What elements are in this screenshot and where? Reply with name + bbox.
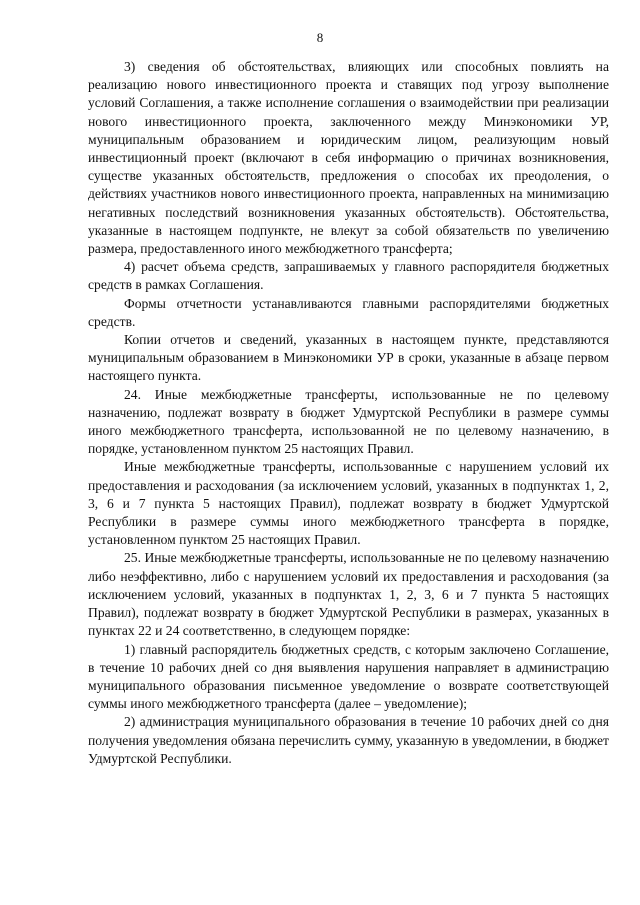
paragraph-item-25-subitem-2: 2) администрация муниципального образования в течение 10 рабочих дней со дня получения уведомления обязана перечислить сумму, указанную в уведомлении, в бюджет Удмуртской Республики. — [88, 714, 609, 766]
paragraph-subitem-4: 4) расчет объема средств, запрашиваемых у главного распорядителя бюджетных средств в рамках Соглашения. — [88, 259, 609, 293]
paragraph-item-25-subitem-1: 1) главный распорядитель бюджетных средств, с которым заключено Соглашение, в течение 10 рабочих дней со дня выявления нарушения направляет в администрацию муниципального образования письменное уведомление о возврате соответствующей суммы иного межбюджетного трансферта (далее – уведомление); — [88, 641, 609, 712]
paragraph-item-25: 25. Иные межбюджетные трансферты, использованные не по целевому назначению либо неэффективно, либо с нарушением условий их предоставления и расходования (за исключением условий, указанных в подпунктах 1, 2, 3, 6 и 7 пункта 5 настоящих Правил), подлежат возврату в бюджет Удмуртской Республики в размерах, указанных в пунктах 22 и 24 соответственно, в следующем порядке: — [88, 550, 609, 639]
paragraph-item-24: 24. Иные межбюджетные трансферты, использованные не по целевому назначению, подлежат возврату в бюджет Удмуртской Республики в размере суммы иного межбюджетного трансферта, использованной не по целевому назначению, в порядке, установленном пунктом 25 настоящих Правил. — [88, 386, 609, 457]
document-body — [88, 58, 609, 768]
paragraph-report-forms: Формы отчетности устанавливаются главными распорядителями бюджетных средств. — [88, 295, 609, 329]
paragraph-subitem-3: 3) сведения об обстоятельствах, влияющих или способных повлиять на реализацию нового инвестиционного проекта и ставящих под угрозу выполнение условий Соглашения, а также исполнение соглашения о взаимодействии при реализации нового инвестиционного проекта, заключенного между Минэкономики УР, муниципальным образованием и юридическим лицом, реализующим новый инвестиционный проект (включают в себя информацию о причинах возникновения, существе указанных обстоятельств, предложения о способах их преодоления, о действиях участников нового инвестиционного проекта, направленных на минимизацию негативных последствий возникновения указанных обстоятельств). Обстоятельства, указанные в настоящем подпункте, не влекут за собой обязательств по увеличению размера, предоставленного иного межбюджетного трансферта; — [88, 59, 609, 257]
paragraph-item-24-violations: Иные межбюджетные трансферты, использованные с нарушением условий их предоставления и расходования (за исключением условий, указанных в подпунктах 1, 2, 3, 6 и 7 пункта 5 настоящих Правил), подлежат возврату в бюджет Удмуртской Республики в размере суммы иного межбюджетного трансферта в порядке, установленном пунктом 25 настоящих Правил. — [88, 459, 609, 548]
page-number: 8 — [316, 30, 324, 45]
paragraph-report-copies: Копии отчетов и сведений, указанных в настоящем пункте, представляются муниципальным образованием в Минэкономики УР в сроки, указанные в абзаце первом настоящего пункта. — [88, 332, 609, 384]
